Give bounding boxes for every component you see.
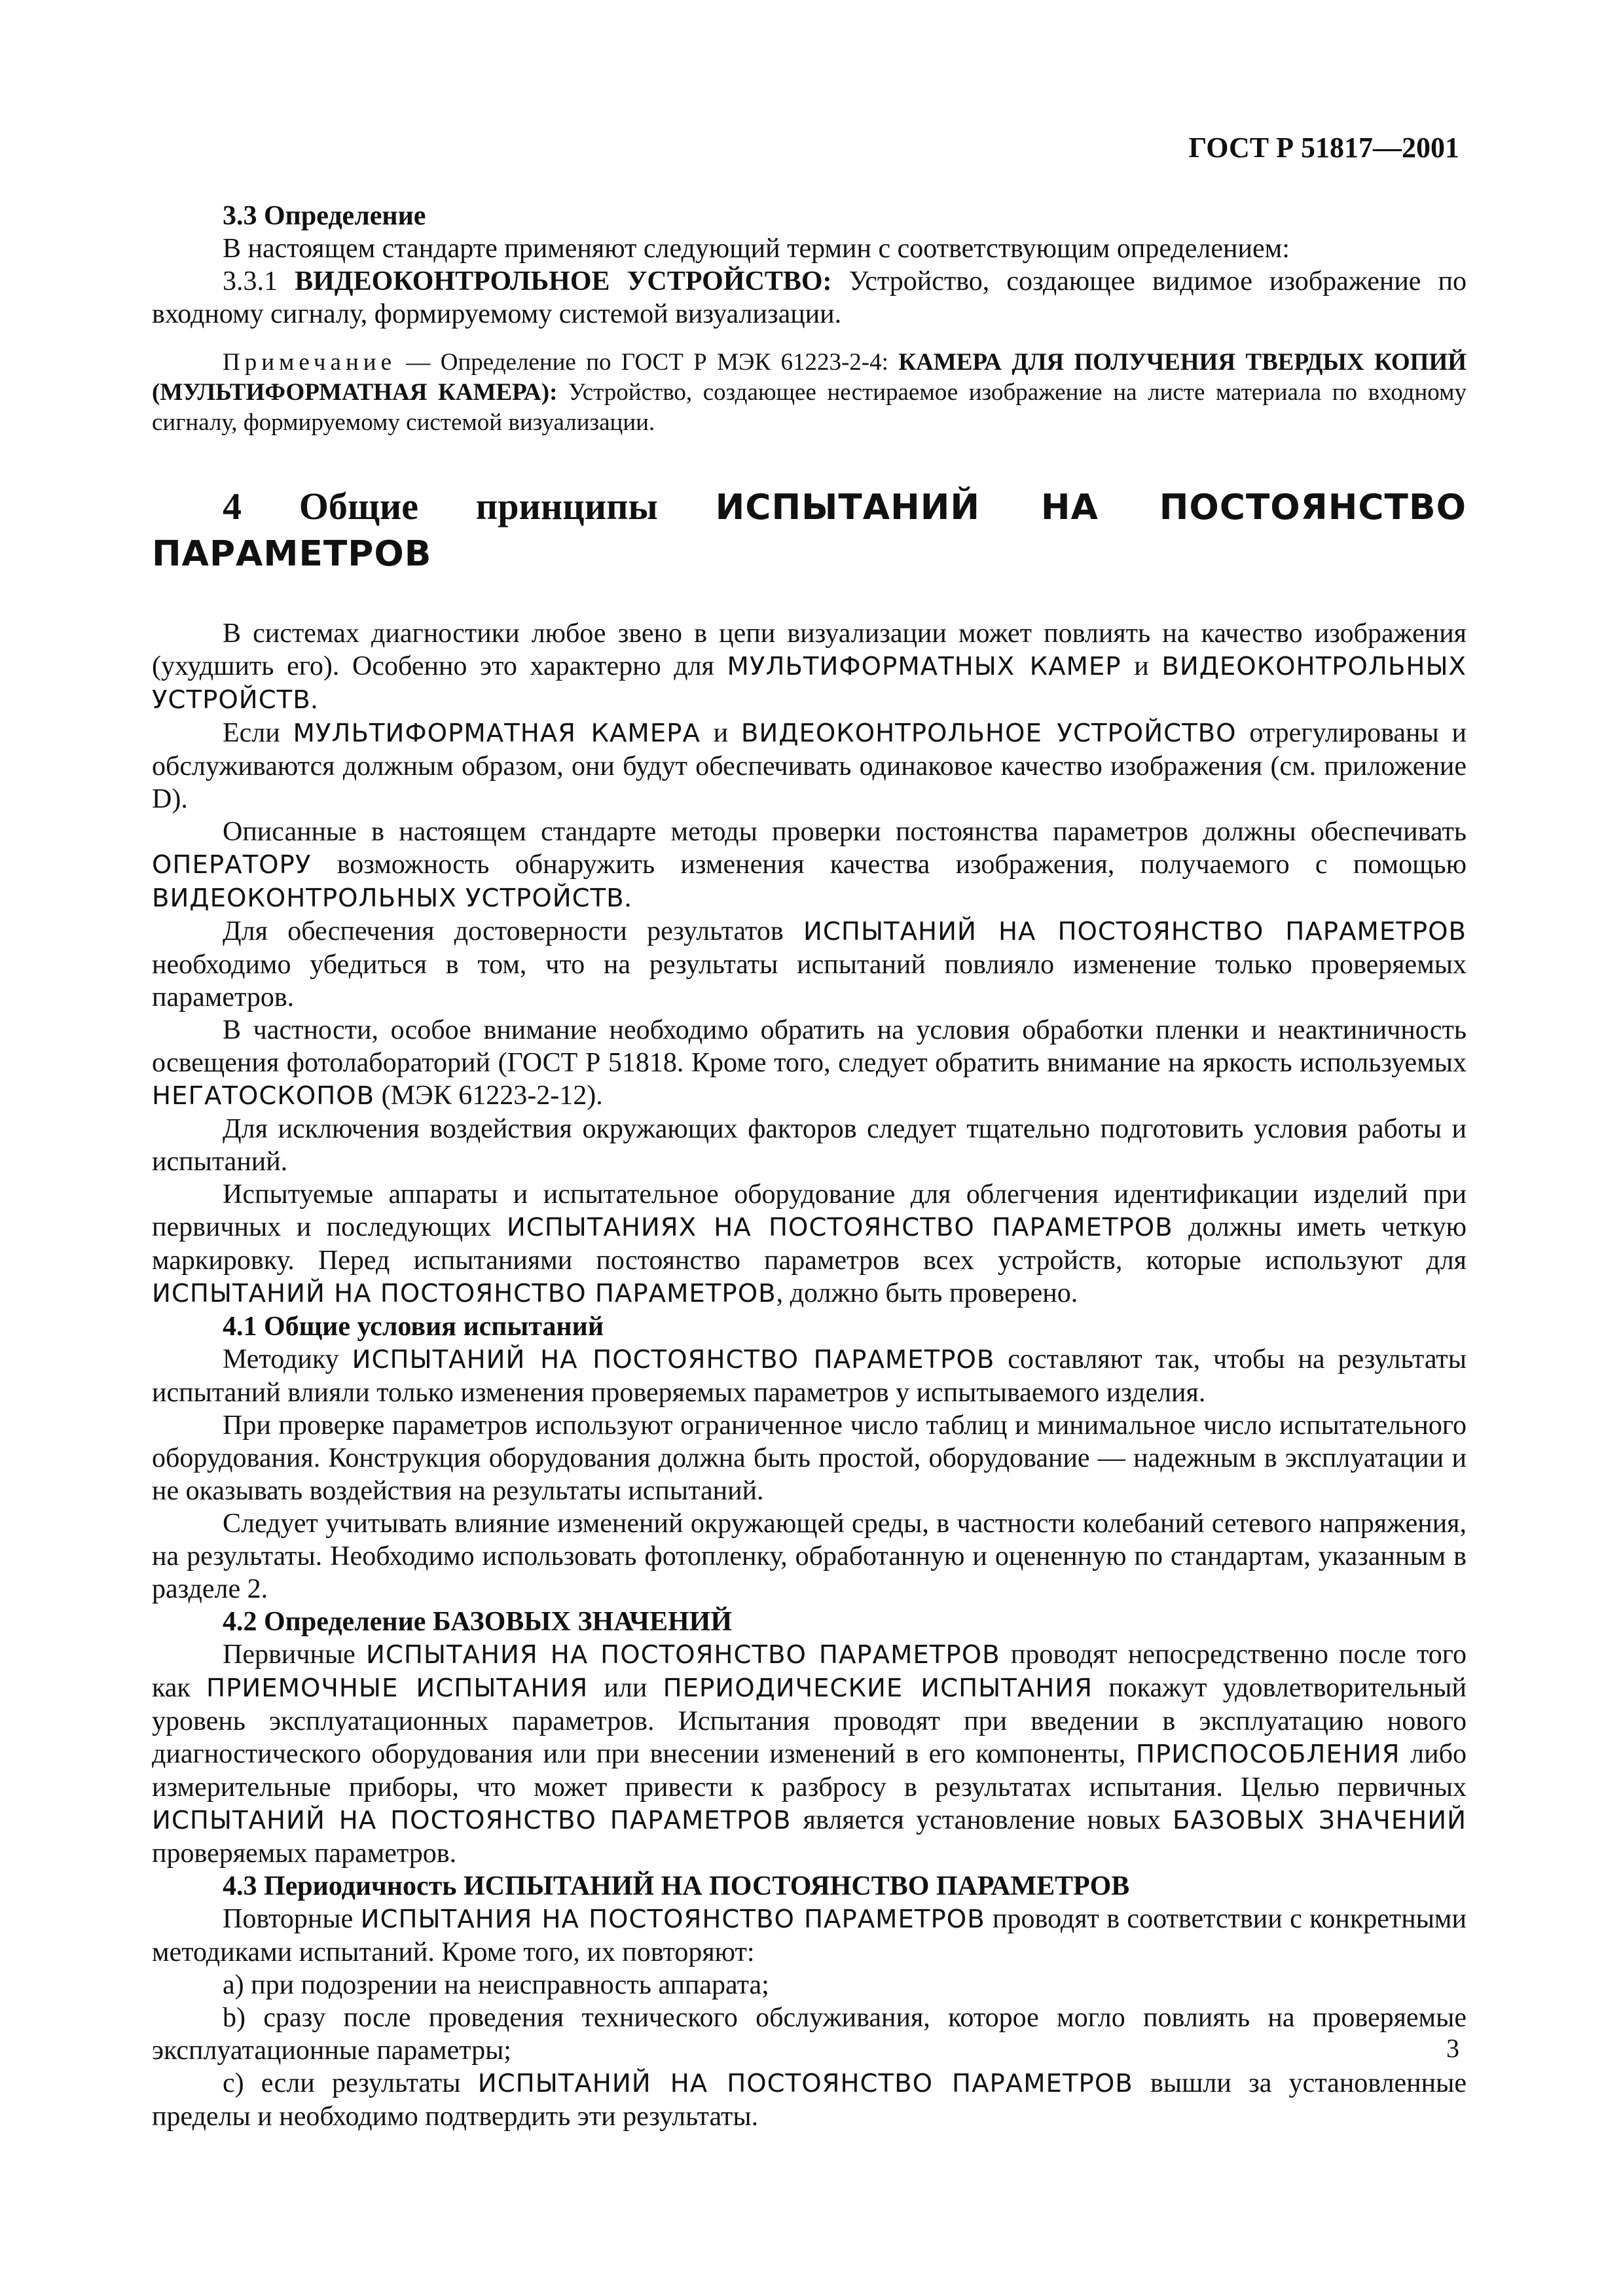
text: является установление новых bbox=[791, 1805, 1173, 1835]
section-3-3-intro: В настоящем стандарте применяют следующий термин с соответствующим определением: bbox=[223, 234, 1290, 264]
definition-term: ВИДЕОКОНТРОЛЬНОЕ УСТРОЙСТВО: bbox=[295, 266, 832, 296]
section-3-3-heading: 3.3 Определение bbox=[223, 201, 426, 231]
term: МУЛЬТИФОРМАТНАЯ КАМЕРА bbox=[293, 719, 701, 748]
text: . bbox=[310, 685, 318, 715]
term: ВИДЕОКОНТРОЛЬНОЕ УСТРОЙСТВО bbox=[740, 719, 1237, 748]
definition-text: Устройство, создающее видимое изображение по входному сигналу, формируемому системой визуализации. bbox=[152, 266, 1467, 329]
term: БАЗОВЫХ ЗНАЧЕНИЙ bbox=[1173, 1806, 1467, 1835]
text: вышли за установленные пределы и необходимо подтвердить эти результаты. bbox=[152, 2068, 1467, 2132]
text: необходимо убедиться в том, что на результаты испытаний повлияло изменение только проверяемых параметров. bbox=[152, 950, 1467, 1013]
text: Методику bbox=[223, 1344, 352, 1374]
term: ПРИЕМОЧНЫЕ ИСПЫТАНИЯ bbox=[206, 1674, 589, 1703]
section-4-paragraph-7 bbox=[152, 1178, 1467, 1310]
list-item-c bbox=[152, 2067, 1467, 2133]
term: ИСПЫТАНИЯ НА ПОСТОЯНСТВО ПАРАМЕТРОВ bbox=[365, 1640, 1000, 1670]
text: отрегулированы и обслуживаются должным образом, они будут обеспечивать одинаковое качество изображения (см. приложение D). bbox=[152, 718, 1467, 814]
term: ИСПЫТАНИЙ НА ПОСТОЯНСТВО ПАРАМЕТРОВ bbox=[803, 917, 1467, 946]
note-term: КАМЕРА ДЛЯ ПОЛУЧЕНИЯ ТВЕРДЫХ КОПИЙ (МУЛЬТИФОРМАТНАЯ КАМЕРА): bbox=[152, 349, 1467, 406]
section-4-2-heading: 4.2 Определение БАЗОВЫХ ЗНАЧЕНИЙ bbox=[223, 1607, 733, 1637]
term: ИСПЫТАНИЙ НА ПОСТОЯНСТВО ПАРАМЕТРОВ bbox=[152, 1279, 776, 1308]
text: В частности, особое внимание необходимо обратить на условия обработки пленки и неактиничность освещения фотолабораторий (ГОСТ Р 51818. Кроме того, следует обратить внимание на яркость используемых bbox=[152, 1015, 1467, 1078]
section-4-title bbox=[152, 484, 1467, 577]
text: . bbox=[624, 883, 632, 913]
term: ИСПЫТАНИЯ НА ПОСТОЯНСТВО ПАРАМЕТРОВ bbox=[360, 1905, 985, 1934]
note-text-b: Устройство, создающее нестираемое изображение на листе материала по входному сигналу, формируемому системой визуализации. bbox=[152, 379, 1467, 436]
text: и bbox=[700, 718, 741, 748]
text: (МЭК 61223-2-12). bbox=[374, 1081, 603, 1111]
text: покажут удовлетворительный уровень эксплуатационных параметров. Испытания проводят при введении в эксплуатацию нового диагностического оборудования или при внесении изменений в его компоненты, bbox=[152, 1673, 1467, 1769]
list-item-b: b) сразу после проведения технического обслуживания, которое могло повлиять на проверяемые эксплуатационные параметры; bbox=[152, 2003, 1467, 2066]
term: НЕГАТОСКОПОВ bbox=[152, 1081, 375, 1111]
definition-number: 3.3.1 bbox=[223, 266, 295, 296]
term: ИСПЫТАНИЙ НА ПОСТОЯНСТВО ПАРАМЕТРОВ bbox=[152, 1806, 792, 1835]
text: Повторные bbox=[223, 1904, 361, 1934]
text: должны иметь четкую маркировку. Перед испытаниями постоянство параметров всех устройств, которые используют для bbox=[152, 1212, 1467, 1276]
definition-note bbox=[152, 348, 1467, 438]
text: или bbox=[588, 1673, 663, 1703]
term: ОПЕРАТОРУ bbox=[152, 850, 312, 880]
text: c) если результаты bbox=[223, 2068, 478, 2098]
text: проводят непосредственно после того как bbox=[152, 1640, 1467, 1703]
section-4-paragraph-4 bbox=[152, 915, 1467, 1014]
section-4-1-paragraph-2: При проверке параметров используют ограниченное число таблиц и минимальное число испытательного оборудования. Конструкция оборудования должна быть простой, оборудование — надежным в эксплуатации и не оказывать воздействия на результаты испытаний. bbox=[152, 1410, 1467, 1506]
section-4-paragraph-1 bbox=[152, 617, 1467, 717]
definition-3-3-1 bbox=[152, 265, 1467, 331]
section-4-paragraph-5 bbox=[152, 1014, 1467, 1113]
term: ПЕРИОДИЧЕСКИЕ ИСПЫТАНИЯ bbox=[663, 1674, 1093, 1703]
note-label: Примечание bbox=[223, 349, 396, 376]
section-4-paragraph-6: Для исключения воздействия окружающих факторов следует тщательно подготовить условия работы и испытаний. bbox=[152, 1114, 1467, 1177]
text: и bbox=[1121, 651, 1162, 681]
text: либо измерительные приборы, что может привести к разбросу в результатах испытания. Целью первичных bbox=[152, 1739, 1467, 1803]
section-4-1-paragraph-1 bbox=[152, 1343, 1467, 1409]
page-number: 3 bbox=[1446, 2034, 1459, 2063]
text: составляют так, чтобы на результаты испытаний влияли только изменения проверяемых параметров у испытываемого изделия. bbox=[152, 1344, 1467, 1408]
term: ИСПЫТАНИЙ НА ПОСТОЯНСТВО ПАРАМЕТРОВ bbox=[352, 1345, 995, 1374]
text: Описанные в настоящем стандарте методы проверки постоянства параметров должны обеспечивать bbox=[223, 817, 1467, 847]
term: ВИДЕОКОНТРОЛЬНЫХ УСТРОЙСТВ bbox=[152, 884, 625, 913]
page-content bbox=[152, 200, 1467, 2133]
section-4-1-heading: 4.1 Общие условия испытаний bbox=[223, 1312, 604, 1342]
term: ВИДЕОКОНТРОЛЬНЫХ УСТРОЙСТВ bbox=[152, 652, 1467, 715]
text: Испытуемые аппараты и испытательное оборудование для облегчения идентификации изделий при первичных и последующих bbox=[152, 1179, 1467, 1242]
text: , должно быть проверено. bbox=[776, 1278, 1078, 1308]
text: Для обеспечения достоверности результатов bbox=[223, 916, 804, 946]
term: МУЛЬТИФОРМАТНЫХ КАМЕР bbox=[727, 652, 1122, 681]
term: ИСПЫТАНИЯХ НА ПОСТОЯНСТВО ПАРАМЕТРОВ bbox=[506, 1213, 1173, 1242]
section-4-1-paragraph-3: Следует учитывать влияние изменений окружающей среды, в частности колебаний сетевого напряжения, на результаты. Необходимо использовать фотопленку, обработанную и оцененную по стандартам, указанным в разделе 2. bbox=[152, 1509, 1467, 1604]
note-text-a: — Определение по ГОСТ Р МЭК 61223-2-4: bbox=[396, 349, 899, 376]
section-4-3-heading: 4.3 Периодичность ИСПЫТАНИЙ НА ПОСТОЯНСТВО ПАРАМЕТРОВ bbox=[223, 1871, 1130, 1901]
section-4-3-paragraph-1 bbox=[152, 1903, 1467, 1969]
term: ПРИСПОСОБЛЕНИЯ bbox=[1135, 1740, 1400, 1769]
section-4-paragraph-3 bbox=[152, 816, 1467, 915]
term: ИСПЫТАНИЙ НА ПОСТОЯНСТВО ПАРАМЕТРОВ bbox=[477, 2069, 1133, 2098]
section-4-2-paragraph-1 bbox=[152, 1638, 1467, 1870]
section-4-title-b: ИСПЫТАНИЙ НА ПОСТОЯНСТВО ПАРАМЕТРОВ bbox=[152, 486, 1467, 574]
section-4-title-a: 4 Общие принципы bbox=[223, 485, 716, 528]
text: В системах диагностики любое звено в цепи визуализации может повлиять на качество изображения (ухудшить его). Особенно это характерно для bbox=[152, 619, 1467, 681]
text: проводят в соответствии с конкретными методиками испытаний. Кроме того, их повторяют: bbox=[152, 1904, 1467, 1967]
text: возможность обнаружить изменения качества изображения, получаемого с помощью bbox=[311, 850, 1467, 880]
text: проверяемых параметров. bbox=[152, 1839, 457, 1869]
text: Первичные bbox=[223, 1640, 366, 1670]
list-item-a: a) при подозрении на неисправность аппарата; bbox=[223, 1970, 769, 2000]
text: Если bbox=[223, 718, 293, 748]
section-4-paragraph-2 bbox=[152, 717, 1467, 816]
document-code: ГОСТ Р 51817—2001 bbox=[1188, 132, 1459, 164]
